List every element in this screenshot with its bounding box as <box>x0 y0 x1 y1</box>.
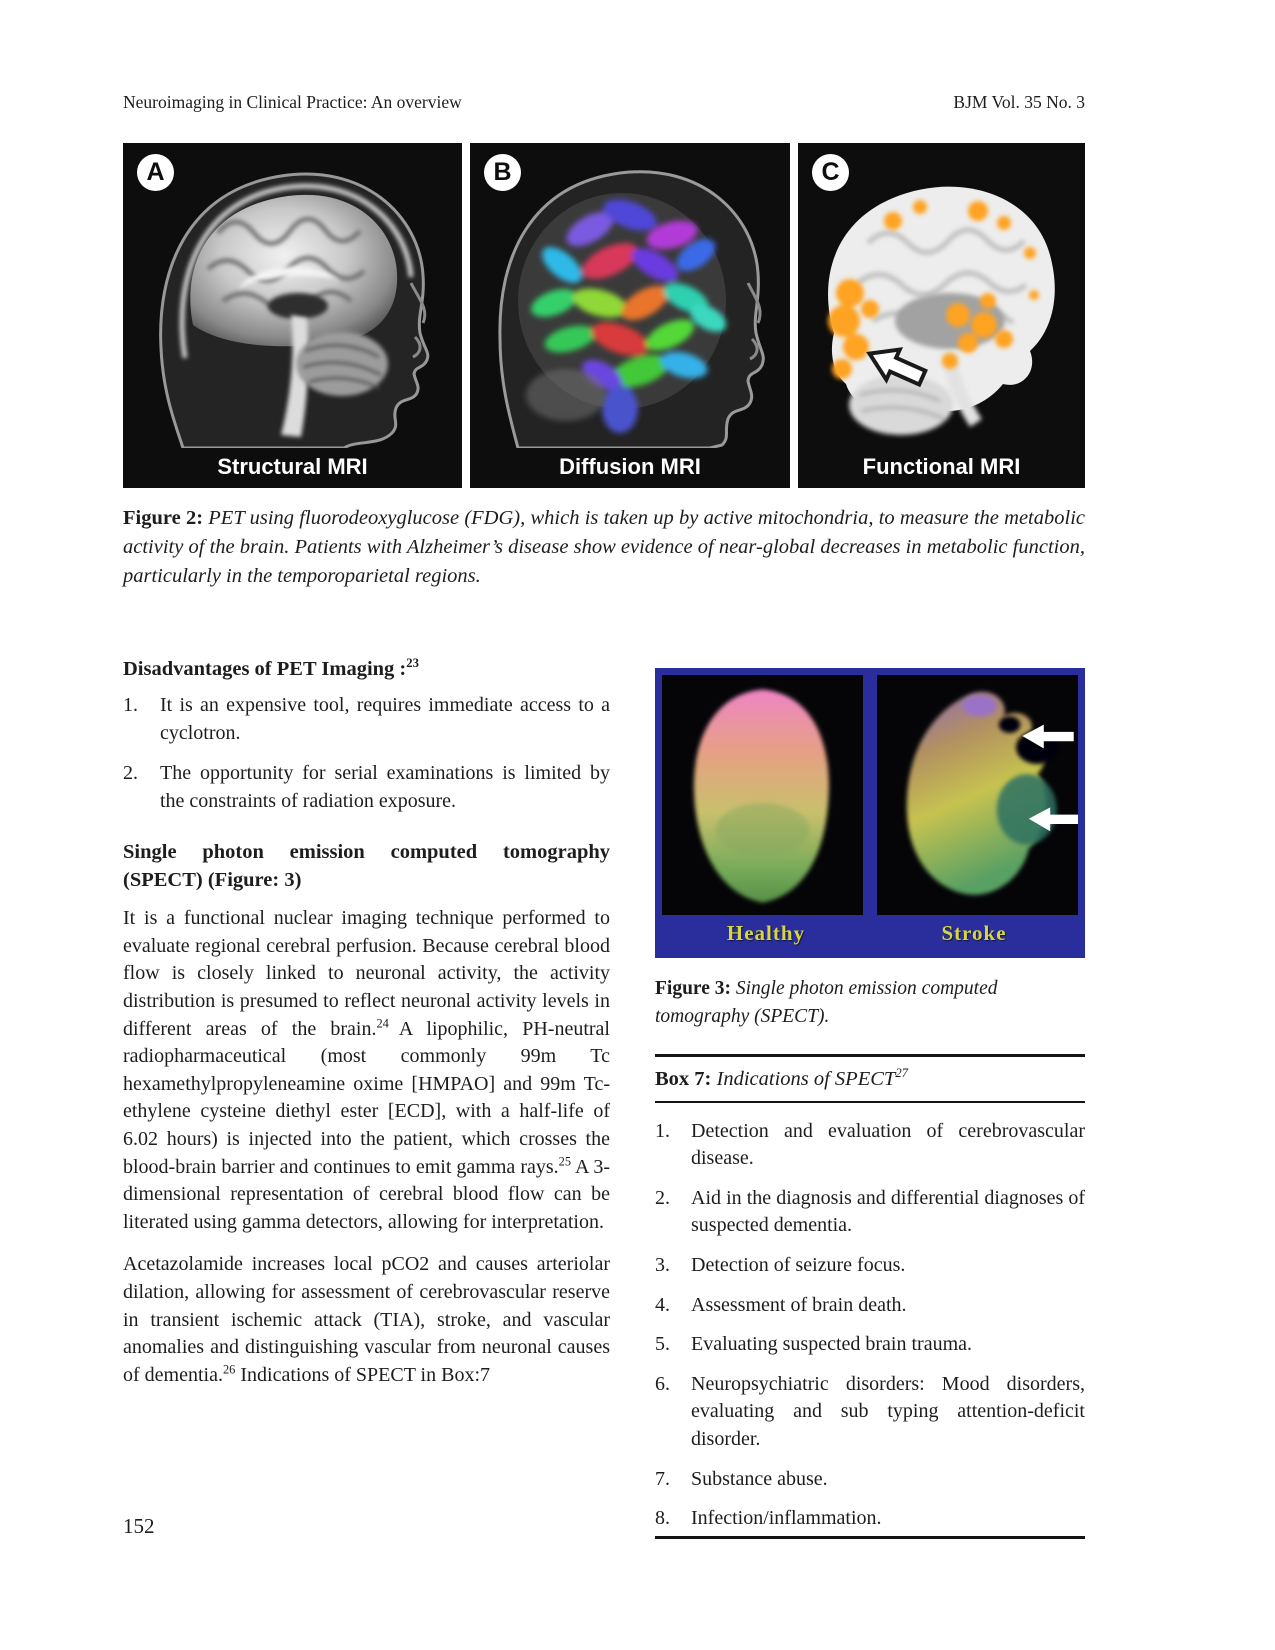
list-item <box>655 1331 1085 1359</box>
figure3-panels <box>662 675 1078 915</box>
right-column <box>655 668 1085 1539</box>
paragraph-text: It is a functional nuclear imaging technique performed to evaluate regional cerebral perfusion. Because cerebral blood flow is closely linked to neuronal activity, the activity distribution is presumed to reflect neuronal activity levels in different areas of the brain. <box>123 907 610 1040</box>
figure3-caption <box>655 975 1085 1030</box>
spect-stroke-panel <box>877 675 1078 915</box>
item-number: 8. <box>655 1507 670 1530</box>
box7-ref: 27 <box>895 1066 909 1081</box>
panel-label: Structural MRI <box>217 454 368 479</box>
panel-letter-badge <box>484 154 521 191</box>
spect-heading: Single photon emission computed tomography (SPECT) (Figure: 3) <box>123 840 610 891</box>
item-number: 2. <box>655 1186 670 1209</box>
item-text: The opportunity for serial examinations is limited by the constraints of radiation exposure. <box>160 762 610 813</box>
list-item <box>655 1292 1085 1320</box>
item-number: 6. <box>655 1372 670 1395</box>
pet-heading-ref: 23 <box>406 656 419 671</box>
figure3-image <box>655 668 1085 958</box>
figure2-panel-functional <box>798 143 1085 488</box>
item-number: 1. <box>655 1119 670 1142</box>
paragraph-text: Acetazolamide increases local pCO2 and causes arteriolar dilation, allowing for assessment of cerebrovascular reserve in transient ischemic attack (TIA), stroke, and vascular anomalies and distinguishing vascular from neuronal causes of dementia. <box>123 1253 610 1386</box>
list-item <box>123 760 610 815</box>
figure2-image-strip <box>123 143 1085 488</box>
paragraph-text: A lipophilic, PH-neutral radiopharmaceutical (most commonly 99m Tc hexamethylpropyleneamine oxime [HMPAO] and 99m Tc-ethylene cysteine diethyl ester [ECD], with a half-life of 6.02 hours) is injected into the patient, which crosses the blood-brain barrier and continues to emit gamma rays. <box>123 1017 610 1178</box>
spect-healthy-brain <box>662 675 863 915</box>
figure2-panel-diffusion <box>470 143 790 488</box>
item-number: 3. <box>655 1254 670 1277</box>
list-item <box>655 1466 1085 1494</box>
list-item <box>655 1505 1085 1533</box>
figure2-caption <box>123 504 1085 591</box>
healthy-label: Healthy <box>726 920 806 945</box>
item-number: 4. <box>655 1293 670 1316</box>
figure2-caption-label: Figure 2: <box>123 507 204 529</box>
spect-healthy-panel <box>662 675 863 915</box>
pet-disadvantages-heading <box>123 655 610 683</box>
diffusion-mri-image <box>470 143 790 448</box>
citation-ref: 25 <box>558 1153 572 1168</box>
figure2-panel-structural <box>123 143 462 488</box>
item-number: 7. <box>655 1467 670 1490</box>
item-text: Neuropsychiatric disorders: Mood disorders, evaluating and sub typing attention-deficit disorder. <box>691 1372 1085 1450</box>
list-item <box>655 1185 1085 1240</box>
panel-letter-badge <box>812 154 849 191</box>
panel-letter: A <box>146 158 165 186</box>
page-number: 152 <box>123 1514 155 1538</box>
figure3-caption-label: Figure 3: <box>655 978 732 999</box>
item-text: Assessment of brain death. <box>691 1293 907 1316</box>
page-header <box>123 92 1085 113</box>
item-text: Detection and evaluation of cerebrovascular disease. <box>691 1119 1085 1170</box>
panel-letter: B <box>493 158 512 186</box>
panel-letter-badge <box>137 154 174 191</box>
pet-disadvantages-list <box>123 692 610 815</box>
figure3-label-strip <box>662 915 1078 951</box>
item-text: Infection/inflammation. <box>691 1507 882 1530</box>
box7-label: Box 7: <box>655 1068 712 1091</box>
paragraph-text: Indications of SPECT in Box:7 <box>235 1363 490 1386</box>
box7-title: Indications of SPECT <box>711 1068 896 1091</box>
list-item <box>655 1371 1085 1454</box>
acetazolamide-paragraph <box>123 1251 610 1389</box>
list-item <box>655 1118 1085 1173</box>
box7-list <box>655 1118 1085 1539</box>
item-number: 1. <box>123 694 138 717</box>
spect-stroke-brain <box>877 675 1078 915</box>
spect-paragraph <box>123 905 610 1236</box>
item-text: Aid in the diagnosis and differential diagnoses of suspected dementia. <box>691 1186 1085 1237</box>
box7 <box>655 1054 1085 1538</box>
list-item <box>655 1252 1085 1280</box>
pet-heading-text: Disadvantages of PET Imaging : <box>123 658 407 680</box>
running-title: Neuroimaging in Clinical Practice: An overview <box>123 92 462 112</box>
figure2-caption-text: PET using fluorodeoxyglucose (FDG), which is taken up by active mitochondria, to measure the metabolic activity of the brain. Patients with Alzheimer’s disease show evidence of near-global decreases in metabolic function, particularly in the temporoparietal regions. <box>123 507 1085 588</box>
item-text: It is an expensive tool, requires immediate access to a cyclotron. <box>160 694 610 744</box>
item-text: Detection of seizure focus. <box>691 1254 906 1277</box>
functional-mri-image <box>798 143 1085 448</box>
panel-letter: C <box>821 158 840 186</box>
item-text: Substance abuse. <box>691 1467 828 1490</box>
item-text: Evaluating suspected brain trauma. <box>691 1333 973 1356</box>
list-item <box>123 692 610 747</box>
structural-mri-image <box>123 143 462 448</box>
citation-ref: 24 <box>376 1015 389 1030</box>
item-number: 5. <box>655 1333 670 1356</box>
panel-label: Functional MRI <box>862 454 1021 479</box>
panel-label: Diffusion MRI <box>559 454 701 479</box>
citation-ref: 26 <box>222 1362 236 1377</box>
journal-volume: BJM Vol. 35 No. 3 <box>953 92 1085 112</box>
stroke-label: Stroke <box>941 920 1007 945</box>
paragraph-text: A 3-dimensional representation of cerebral blood flow can be literated using gamma detectors, allowing for interpretation. <box>123 1155 610 1233</box>
figure3-caption-text: Single photon emission computed tomography (SPECT). <box>655 978 998 1027</box>
item-number: 2. <box>123 762 138 785</box>
box7-heading <box>655 1054 1085 1102</box>
left-column <box>123 655 610 1404</box>
